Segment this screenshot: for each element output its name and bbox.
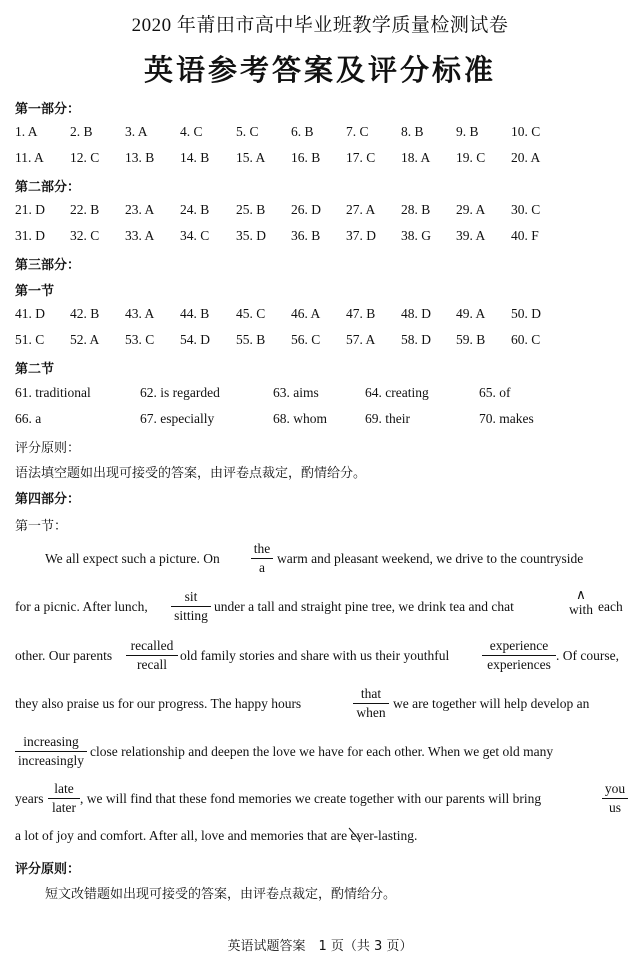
answer-item: 57. A (346, 332, 376, 347)
part3-heading: 第三部分： (15, 258, 81, 273)
part2-row-1 (15, 202, 625, 220)
answer-item: 40. F (511, 228, 539, 243)
answer-item: 49. A (456, 306, 486, 321)
answer-item: 69. their (365, 411, 410, 426)
passage-line-3c: . Of course, (556, 648, 619, 663)
correction-right: later (52, 800, 76, 815)
answer-item: 46. A (291, 306, 321, 321)
correction-wrong: you (602, 781, 628, 799)
correction-2 (171, 589, 211, 624)
correction-wrong: experience (482, 638, 556, 656)
answer-item: 34. C (180, 228, 210, 243)
passage-line-1a: We all expect such a picture. On (45, 551, 220, 566)
answer-item: 65. of (479, 385, 511, 400)
passage-line-4b: we are together will help develop an (393, 696, 590, 711)
correction-9 (602, 781, 628, 816)
part1-row-2 (15, 150, 625, 168)
correction-right: increasingly (18, 753, 84, 768)
answer-item: 30. C (511, 202, 541, 217)
answer-item: 1. A (15, 124, 38, 139)
correction-wrong: the (251, 541, 273, 559)
part1-heading: 第一部分： (15, 102, 81, 117)
correction-right: experiences (487, 657, 551, 672)
correction-right: sitting (174, 608, 208, 623)
correction-right: us (608, 800, 621, 815)
correction-8 (48, 781, 80, 816)
answer-key-title: 英语参考答案及评分标准 (143, 53, 496, 87)
part2-row-2 (15, 228, 625, 246)
exam-title: 2020 年莆田市高中毕业班教学质量检测试卷 (131, 15, 509, 36)
passage-line-2a: for a picnic. After lunch, (15, 599, 148, 614)
answer-item: 50. D (511, 306, 541, 321)
answer-item: 43. A (125, 306, 155, 321)
answer-item: 56. C (291, 332, 321, 347)
answer-item: 19. C (456, 150, 486, 165)
answer-item: 6. B (291, 124, 314, 139)
answer-item: 28. B (401, 202, 431, 217)
correction-wrong: late (48, 781, 80, 799)
answer-item: 23. A (125, 202, 155, 217)
part2-heading: 第二部分： (15, 180, 81, 195)
correction-right: a (259, 560, 265, 575)
part3-row-2 (15, 332, 625, 350)
answer-item: 37. D (346, 228, 376, 243)
answer-item: 17. C (346, 150, 376, 165)
correction-insert: with (568, 602, 593, 617)
passage-line-5a: close relationship and deepen the love we have for each other. When we get old many (90, 744, 554, 759)
page-footer: 英语试题答案 1 页（共 3 页） (227, 939, 413, 954)
correction-right: recall (137, 657, 167, 672)
answer-item: 7. C (346, 124, 369, 139)
part3-section1-heading: 第一节 (15, 284, 55, 299)
answer-item: 5. C (236, 124, 259, 139)
answer-item: 45. C (236, 306, 266, 321)
answer-item: 2. B (70, 124, 93, 139)
answer-item: 54. D (180, 332, 210, 347)
passage-line-3b: old family stories and share with us their youthful (180, 648, 450, 663)
passage-line-2c: each (598, 599, 623, 614)
answer-item: 53. C (125, 332, 155, 347)
correction-6 (353, 686, 389, 721)
answer-item: 55. B (236, 332, 266, 347)
answer-item: 44. B (180, 306, 210, 321)
answer-item: 52. A (70, 332, 100, 347)
answer-item: 3. A (125, 124, 148, 139)
answer-item: 27. A (346, 202, 376, 217)
answer-item: 14. B (180, 150, 210, 165)
answer-item: 66. a (15, 411, 42, 426)
answer-item: 10. C (511, 124, 541, 139)
passage-line-4a: they also praise us for our progress. The happy hours (15, 696, 302, 711)
part4-principle-text: 短文改错题如出现可接受的答案，由评卷点裁定，酌情给分。 (45, 887, 397, 902)
answer-item: 41. D (15, 306, 45, 321)
passage-line-6b: , we will find that these fond memories we create together with our parents will bring (80, 791, 542, 806)
answer-item: 33. A (125, 228, 155, 243)
answer-item: 47. B (346, 306, 376, 321)
answer-item: 13. B (125, 150, 155, 165)
part1-row-1 (15, 124, 625, 142)
deletion-mark-icon (347, 826, 363, 844)
correction-4 (126, 638, 178, 673)
answer-item: 59. B (456, 332, 486, 347)
passage-line-1b: warm and pleasant weekend, we drive to the countryside (277, 551, 584, 566)
answer-item: 12. C (70, 150, 100, 165)
correction-right: when (356, 705, 386, 720)
part3-fill-row-2 (15, 411, 625, 429)
answer-item: 42. B (70, 306, 100, 321)
correction-1 (251, 541, 273, 576)
answer-item: 32. C (70, 228, 100, 243)
correction-3 (566, 588, 596, 618)
correction-5 (482, 638, 556, 673)
answer-item: 31. D (15, 228, 45, 243)
answer-item: 38. G (401, 228, 431, 243)
answer-item: 26. D (291, 202, 321, 217)
answer-item: 22. B (70, 202, 100, 217)
passage-line-7a: a lot of joy and comfort. After all, love and memories that are ever-lasting. (15, 828, 418, 843)
part3-fill-row-1 (15, 385, 625, 403)
answer-item: 20. A (511, 150, 541, 165)
answer-item: 15. A (236, 150, 266, 165)
part3-principle-heading: 评分原则： (15, 441, 81, 456)
passage-line-3a: other. Our parents (15, 648, 113, 663)
answer-item: 63. aims (273, 385, 319, 400)
insertion-caret-icon: ∧ (576, 587, 586, 602)
correction-wrong: increasing (15, 734, 87, 752)
part3-principle-text: 语法填空题如出现可接受的答案，由评卷点裁定，酌情给分。 (15, 466, 367, 481)
correction-wrong: sit (171, 589, 211, 607)
answer-item: 67. especially (140, 411, 215, 426)
part4-heading: 第四部分： (15, 492, 81, 507)
answer-item: 4. C (180, 124, 203, 139)
part3-section2-heading: 第二节 (15, 362, 55, 377)
correction-wrong: that (353, 686, 389, 704)
correction-7 (15, 734, 87, 769)
passage-line-2b: under a tall and straight pine tree, we drink tea and chat (214, 599, 514, 614)
answer-item: 21. D (15, 202, 45, 217)
correction-wrong: recalled (126, 638, 178, 656)
passage-line-6a: years (15, 791, 44, 806)
answer-item: 24. B (180, 202, 210, 217)
answer-item: 62. is regarded (140, 385, 220, 400)
answer-item: 51. C (15, 332, 45, 347)
answer-item: 36. B (291, 228, 321, 243)
answer-item: 8. B (401, 124, 424, 139)
answer-item: 35. D (236, 228, 266, 243)
answer-item: 39. A (456, 228, 486, 243)
answer-item: 18. A (401, 150, 431, 165)
answer-item: 58. D (401, 332, 431, 347)
part4-section1-heading: 第一节： (15, 519, 68, 534)
answer-item: 25. B (236, 202, 266, 217)
part3-row-1 (15, 306, 625, 324)
answer-item: 48. D (401, 306, 431, 321)
part4-principle-heading: 评分原则： (15, 862, 81, 877)
answer-item: 11. A (15, 150, 44, 165)
answer-item: 60. C (511, 332, 541, 347)
answer-item: 9. B (456, 124, 479, 139)
answer-item: 70. makes (479, 411, 534, 426)
answer-item: 61. traditional (15, 385, 91, 400)
answer-item: 16. B (291, 150, 321, 165)
answer-item: 68. whom (273, 411, 327, 426)
answer-item: 29. A (456, 202, 486, 217)
answer-item: 64. creating (365, 385, 429, 400)
